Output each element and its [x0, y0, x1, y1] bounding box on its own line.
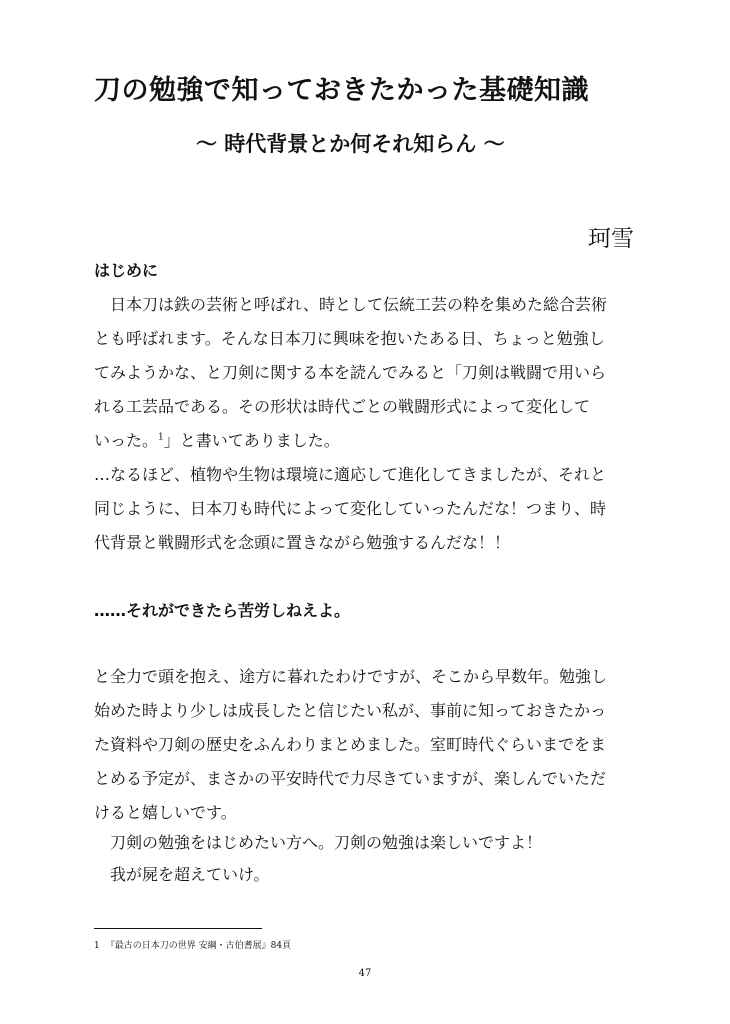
body-line: てみようかな、と刀剣に関する本を読んでみると「刀剣は戦闘で用いら: [94, 363, 607, 382]
body-line: …なるほど、植物や生物は環境に適応して進化してきましたが、それと: [94, 465, 607, 484]
author-name: 珂雪: [588, 226, 634, 252]
section-heading: はじめに: [94, 261, 159, 280]
footnote-mark: 1: [94, 941, 100, 951]
body-text: 」と書いてありました。: [163, 431, 340, 450]
body-line: と全力で頭を抱え、途方に暮れたわけですが、そこから早数年。勉強し: [94, 667, 607, 686]
body-line: た資料や刀剣の歴史をふんわりまとめました。室町時代ぐらいまでをま: [94, 735, 607, 754]
footnote-text: 『最古の日本刀の世界 安綱・古伯耆展』84頁: [105, 941, 292, 951]
footnote-separator: [94, 928, 262, 929]
body-text: いった。: [94, 431, 159, 450]
body-line: れる工芸品である。その形状は時代ごとの戦闘形式によって変化して: [94, 397, 591, 416]
body-line: とも呼ばれます。そんな日本刀に興味を抱いたある日、ちょっと勉強し: [94, 329, 605, 348]
body-line: 刀剣の勉強をはじめたい方へ。刀剣の勉強は楽しいですよ！: [110, 833, 543, 852]
body-line: 始めた時より少しは成長したと信じたい私が、事前に知っておきたかっ: [94, 701, 607, 720]
body-line: 同じように、日本刀も時代によって変化していったんだな！つまり、時: [94, 499, 607, 518]
document-subtitle: 〜 時代背景とか何それ知らん 〜: [196, 132, 505, 156]
body-line: けると嬉しいです。: [94, 803, 237, 822]
footnote: [94, 938, 291, 951]
body-line: 我が屍を超えていけ。: [110, 865, 270, 884]
body-line: [94, 428, 340, 451]
body-line: 代背景と戦闘形式を念頭に置きながら勉強するんだな！！: [94, 533, 511, 552]
body-line: とめる予定が、まさかの平安時代で力尽きていますが、楽しんでいただ: [94, 769, 607, 788]
emphasis-line: ……それができたら苦労しねえよ。: [94, 601, 351, 620]
footnote-reference: 1: [158, 432, 164, 443]
body-line: 日本刀は鉄の芸術と呼ばれ、時として伝統工芸の粋を集めた総合芸術: [110, 295, 607, 314]
page-number: 47: [358, 968, 372, 979]
document-title: 刀の勉強で知っておきたかった基礎知識: [94, 75, 589, 106]
